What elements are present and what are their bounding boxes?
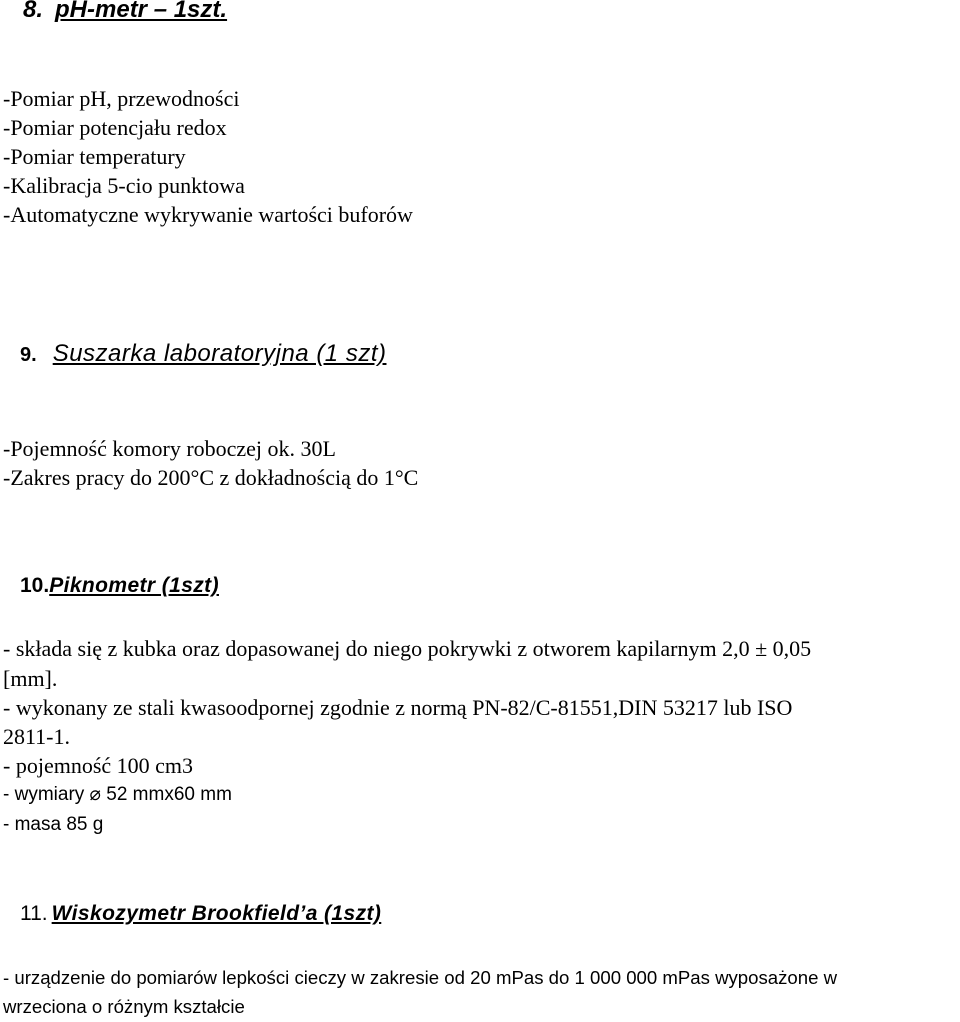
section-10-line: - wykonany ze stali kwasoodpornej zgodnie z normą PN-82/C-81551,DIN 53217 lub ISO xyxy=(3,695,793,720)
section-10-line: - masa 85 g xyxy=(3,814,104,835)
section-9-item: -Zakres pracy do 200°C z dokładnością do 1°C xyxy=(3,465,419,490)
section-10-line: - pojemność 100 cm3 xyxy=(3,753,194,778)
section-8-number: 8. xyxy=(23,0,44,23)
section-8-item: -Kalibracja 5-cio punktowa xyxy=(3,173,245,198)
section-11-title: Wiskozymetr Brookfield’a (1szt) xyxy=(51,902,382,925)
section-9-heading xyxy=(20,340,386,368)
section-10-line: [mm]. xyxy=(3,666,58,691)
section-10-line: 2811-1. xyxy=(3,724,71,749)
section-10-heading xyxy=(20,574,219,598)
section-10-number: 10. xyxy=(20,574,50,597)
section-8-item: -Pomiar pH, przewodności xyxy=(3,86,240,111)
section-11-line: wrzeciona o różnym kształcie xyxy=(3,996,245,1017)
section-9-title: Suszarka laboratoryjna (1 szt) xyxy=(52,340,387,367)
section-8-item: -Pomiar potencjału redox xyxy=(3,115,227,140)
section-9-number: 9. xyxy=(20,344,37,366)
section-11-line: - urządzenie do pomiarów lepkości cieczy w zakresie od 20 mPas do 1 000 000 mPas wyposażone w xyxy=(3,967,838,988)
section-9-item: -Pojemność komory roboczej ok. 30L xyxy=(3,436,336,461)
section-8-title: pH-metr – 1szt. xyxy=(55,0,228,23)
section-10-line: - składa się z kubka oraz dopasowanej do niego pokrywki z otworem kapilarnym 2,0 ± 0,05 xyxy=(3,636,812,661)
section-8-heading xyxy=(23,0,227,24)
section-10-title: Piknometr (1szt) xyxy=(49,574,219,597)
section-8-item: -Automatyczne wykrywanie wartości buforów xyxy=(3,202,413,227)
section-11-number: 11. xyxy=(20,902,48,925)
section-11-heading xyxy=(20,902,381,926)
section-8-item: -Pomiar temperatury xyxy=(3,144,186,169)
section-10-line: - wymiary ⌀ 52 mmx60 mm xyxy=(3,784,232,805)
